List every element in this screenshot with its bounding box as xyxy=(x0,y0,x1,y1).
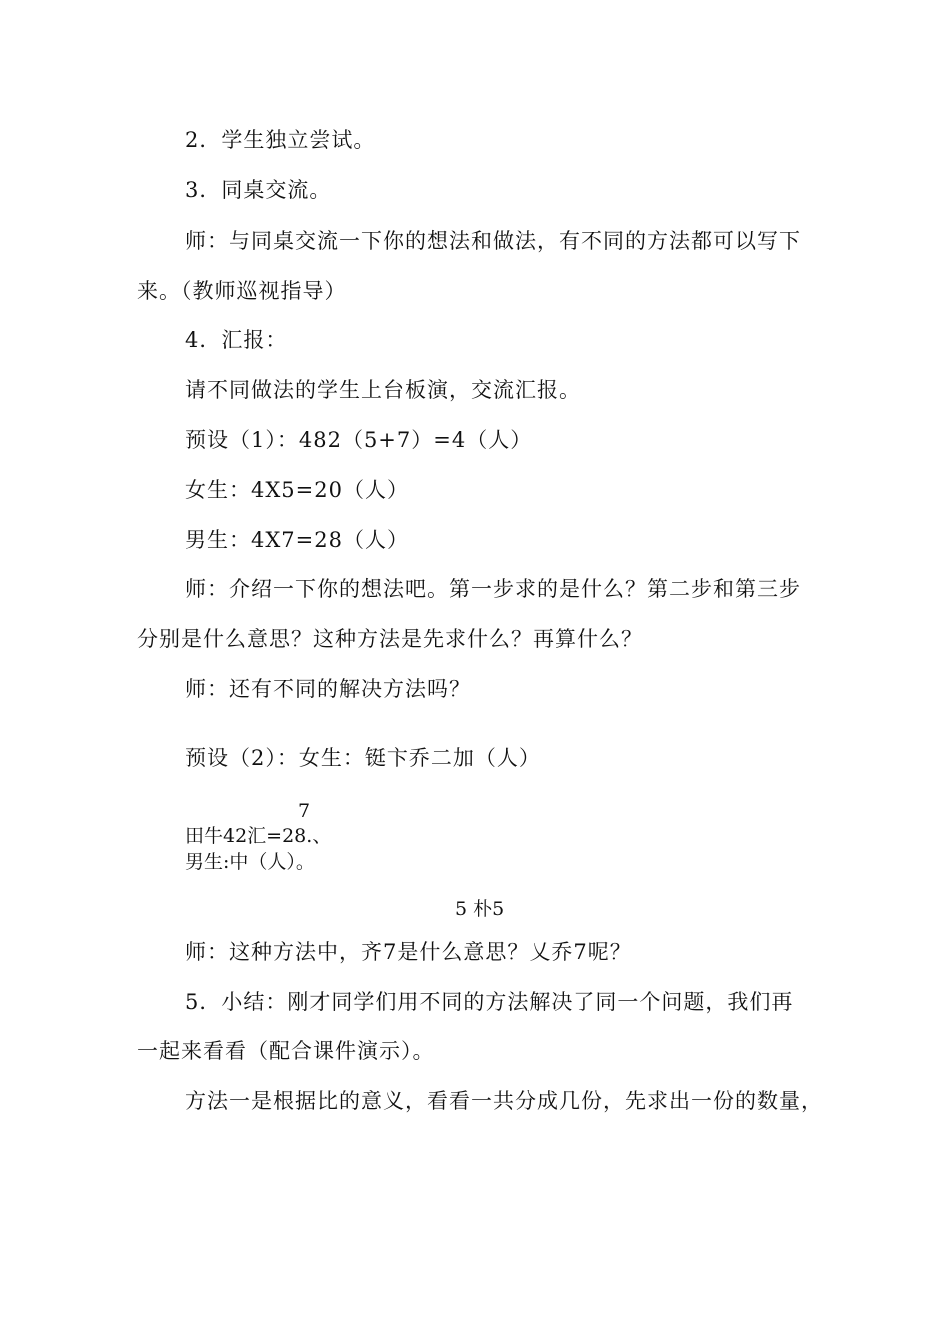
paragraph-teacher-line-2: 来。（教师巡视指导） xyxy=(137,279,347,303)
preset-1-line: 预设（1）：482（5+7）=4（人） xyxy=(185,428,533,452)
formula-line: 田牛42汇=28.、 xyxy=(185,825,332,847)
fraction-denominator: 5 朴5 xyxy=(455,898,505,920)
male-calc-line: 男生：4X7=28（人） xyxy=(185,528,409,552)
paragraph-step-5-line-2: 一起来看看（配合课件演示）。 xyxy=(137,1039,435,1063)
paragraph-teacher-line-1: 师：与同桌交流一下你的想法和做法，有不同的方法都可以写下 xyxy=(185,229,801,253)
paragraph-step-5-line-1: 5．小结：刚才同学们用不同的方法解决了同一个问题，我们再 xyxy=(185,990,794,1014)
fraction-numerator: 7 xyxy=(298,800,311,822)
teacher-meaning-question: 师：这种方法中，齐7是什么意思？乂乔7呢？ xyxy=(185,940,632,964)
paragraph-step-4: 4．汇报： xyxy=(185,328,288,352)
female-calc-line: 女生：4X5=20（人） xyxy=(185,478,409,502)
preset-2-line: 预设（2）：女生：铤卞乔二加（人） xyxy=(185,746,541,770)
teacher-question-line-1: 师：介绍一下你的想法吧。第一步求的是什么？第二步和第三步 xyxy=(185,577,801,601)
paragraph-step-3: 3．同桌交流。 xyxy=(185,178,332,202)
male-formula-line: 男生:中（人）。 xyxy=(185,851,315,873)
paragraph-report: 请不同做法的学生上台板演，交流汇报。 xyxy=(185,378,581,402)
teacher-question-line-2: 分别是什么意思？这种方法是先求什么？再算什么？ xyxy=(137,627,643,651)
paragraph-step-2: 2．学生独立尝试。 xyxy=(185,128,376,152)
paragraph-method-one: 方法一是根据比的意义，看看一共分成几份，先求出一份的数量， xyxy=(185,1089,823,1113)
teacher-other-method: 师：还有不同的解决方法吗？ xyxy=(185,677,471,701)
